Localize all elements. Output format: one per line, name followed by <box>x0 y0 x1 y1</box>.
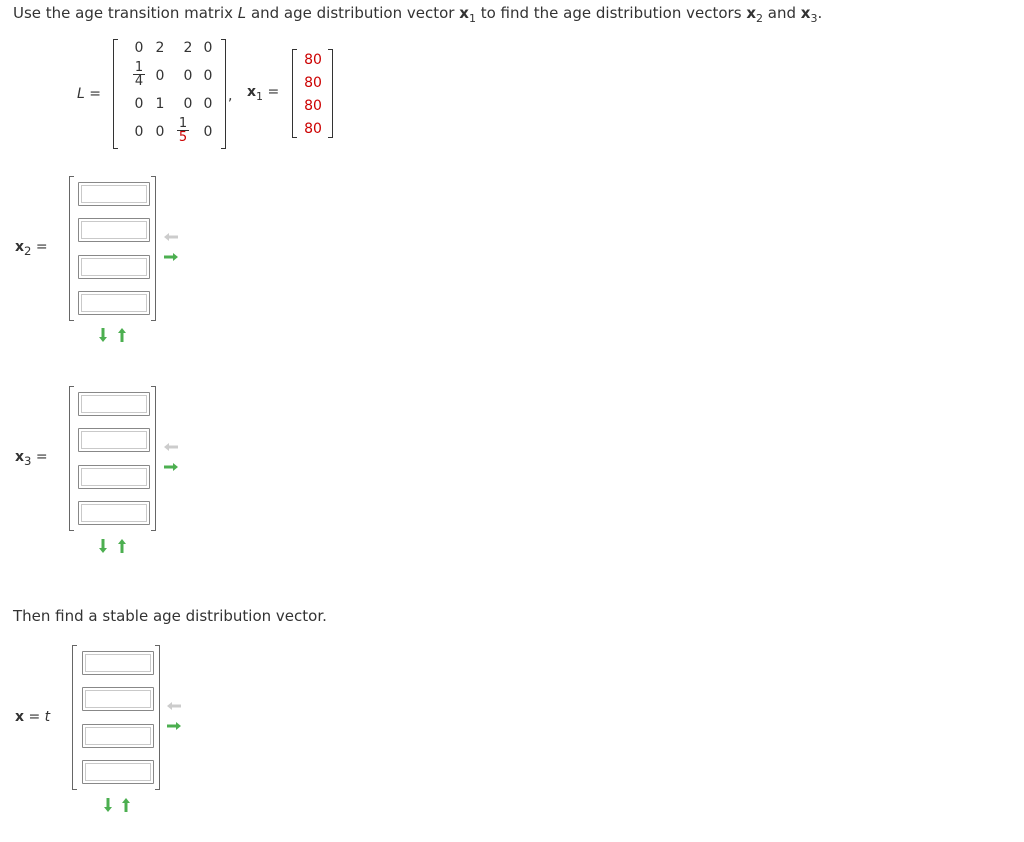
matrix-label: L = <box>77 86 101 102</box>
arrow-down-icon[interactable] <box>98 538 108 554</box>
x2-entry-4[interactable] <box>78 291 150 315</box>
matrix-cell-r2c4: 0 <box>203 68 213 84</box>
x3-left-bracket <box>69 386 74 531</box>
matrix-label-symbol: L <box>77 86 85 102</box>
question-part3: to find the age distribution vectors <box>480 4 742 22</box>
stable-entry-2[interactable] <box>82 687 154 711</box>
x2-label-symbol: x <box>15 239 25 255</box>
stable-entry-4[interactable] <box>82 760 154 784</box>
x3-entry-1[interactable] <box>78 392 150 416</box>
stable-left-bracket <box>72 645 77 790</box>
x3-entry-4[interactable] <box>78 501 150 525</box>
arrow-left-icon[interactable] <box>163 442 179 452</box>
arrow-down-icon[interactable] <box>103 797 113 813</box>
matrix-cell-r4c2: 0 <box>155 124 165 140</box>
x3-label <box>15 449 48 468</box>
matrix-cell-r4c3 <box>171 117 195 144</box>
question-and: and <box>767 4 797 22</box>
x2-label-equals: = <box>35 239 48 255</box>
x2-entry-2[interactable] <box>78 218 150 242</box>
matrix-cell-r1c2: 2 <box>155 40 165 56</box>
stable-label-symbol: x <box>15 709 25 725</box>
question-text <box>13 4 822 25</box>
x1-label-equals: = <box>267 84 280 100</box>
matrix-cell-r4c3-num: 1 <box>178 116 188 131</box>
x3-entry-3[interactable] <box>78 465 150 489</box>
matrix-cell-r2c3: 0 <box>183 68 193 84</box>
x3-entry-2[interactable] <box>78 428 150 452</box>
matrix-cell-r3c4: 0 <box>203 96 213 112</box>
arrow-right-icon[interactable] <box>163 252 179 262</box>
x1-right-bracket <box>328 49 333 138</box>
x2-label-sub: 2 <box>24 243 32 258</box>
arrow-up-icon[interactable] <box>117 538 127 554</box>
x1-value-1: 80 <box>304 52 322 68</box>
x3-label-equals: = <box>35 449 48 465</box>
matrix-cell-r2c1-num: 1 <box>134 60 144 75</box>
question-part1: Use the age transition matrix <box>13 4 234 22</box>
x1-label-symbol: x <box>247 84 257 100</box>
x1-label <box>247 84 279 103</box>
matrix-cell-r4c1: 0 <box>134 124 144 140</box>
question-sub-2: 2 <box>756 12 763 25</box>
stable-entry-1[interactable] <box>82 651 154 675</box>
matrix-right-bracket <box>221 39 226 149</box>
stable-prompt: Then find a stable age distribution vector. <box>13 607 327 625</box>
matrix-cell-r3c2: 1 <box>155 96 165 112</box>
matrix-cell-r3c3: 0 <box>183 96 193 112</box>
matrix-cell-r4c4: 0 <box>203 124 213 140</box>
x1-value-2: 80 <box>304 75 322 91</box>
x3-label-sub: 3 <box>24 453 32 468</box>
stable-right-bracket <box>155 645 160 790</box>
question-part2: and age distribution vector <box>250 4 455 22</box>
x1-value-4: 80 <box>304 121 322 137</box>
x2-right-bracket <box>151 176 156 321</box>
arrow-up-icon[interactable] <box>121 797 131 813</box>
stable-label-equals: = <box>28 709 41 725</box>
matrix-cell-r1c4: 0 <box>203 40 213 56</box>
arrow-up-icon[interactable] <box>117 327 127 343</box>
x2-entry-3[interactable] <box>78 255 150 279</box>
x2-entry-1[interactable] <box>78 182 150 206</box>
matrix-comma: , <box>228 88 233 104</box>
x1-label-sub: 1 <box>256 89 264 103</box>
matrix-left-bracket <box>113 39 118 149</box>
x3-label-symbol: x <box>15 449 25 465</box>
arrow-down-icon[interactable] <box>98 327 108 343</box>
question-matrix-symbol: L <box>237 4 247 22</box>
matrix-cell-r1c1: 0 <box>134 40 144 56</box>
x3-right-bracket <box>151 386 156 531</box>
matrix-cell-r2c2: 0 <box>155 68 165 84</box>
arrow-left-icon[interactable] <box>166 701 182 711</box>
x2-left-bracket <box>69 176 74 321</box>
x1-value-3: 80 <box>304 98 322 114</box>
question-sub-3: 3 <box>810 12 818 25</box>
x2-label <box>15 239 48 258</box>
stable-label-t: t <box>44 709 51 725</box>
matrix-cell-r1c3: 2 <box>183 40 193 56</box>
stable-label <box>15 709 50 725</box>
matrix-cell-r3c1: 0 <box>134 96 144 112</box>
question-vector-symbol-1: x <box>459 4 469 22</box>
question-period: . <box>817 4 823 22</box>
question-vector-symbol-3: x <box>800 4 811 22</box>
arrow-right-icon[interactable] <box>166 721 182 731</box>
question-vector-symbol-2: x <box>746 4 756 22</box>
matrix-cell-r2c1-den: 4 <box>134 74 144 89</box>
arrow-left-icon[interactable] <box>163 232 179 242</box>
question-sub-1: 1 <box>468 12 476 25</box>
matrix-cell-r4c3-den: 5 <box>178 130 188 145</box>
arrow-right-icon[interactable] <box>163 462 179 472</box>
stable-entry-3[interactable] <box>82 724 154 748</box>
x1-left-bracket <box>292 49 297 138</box>
